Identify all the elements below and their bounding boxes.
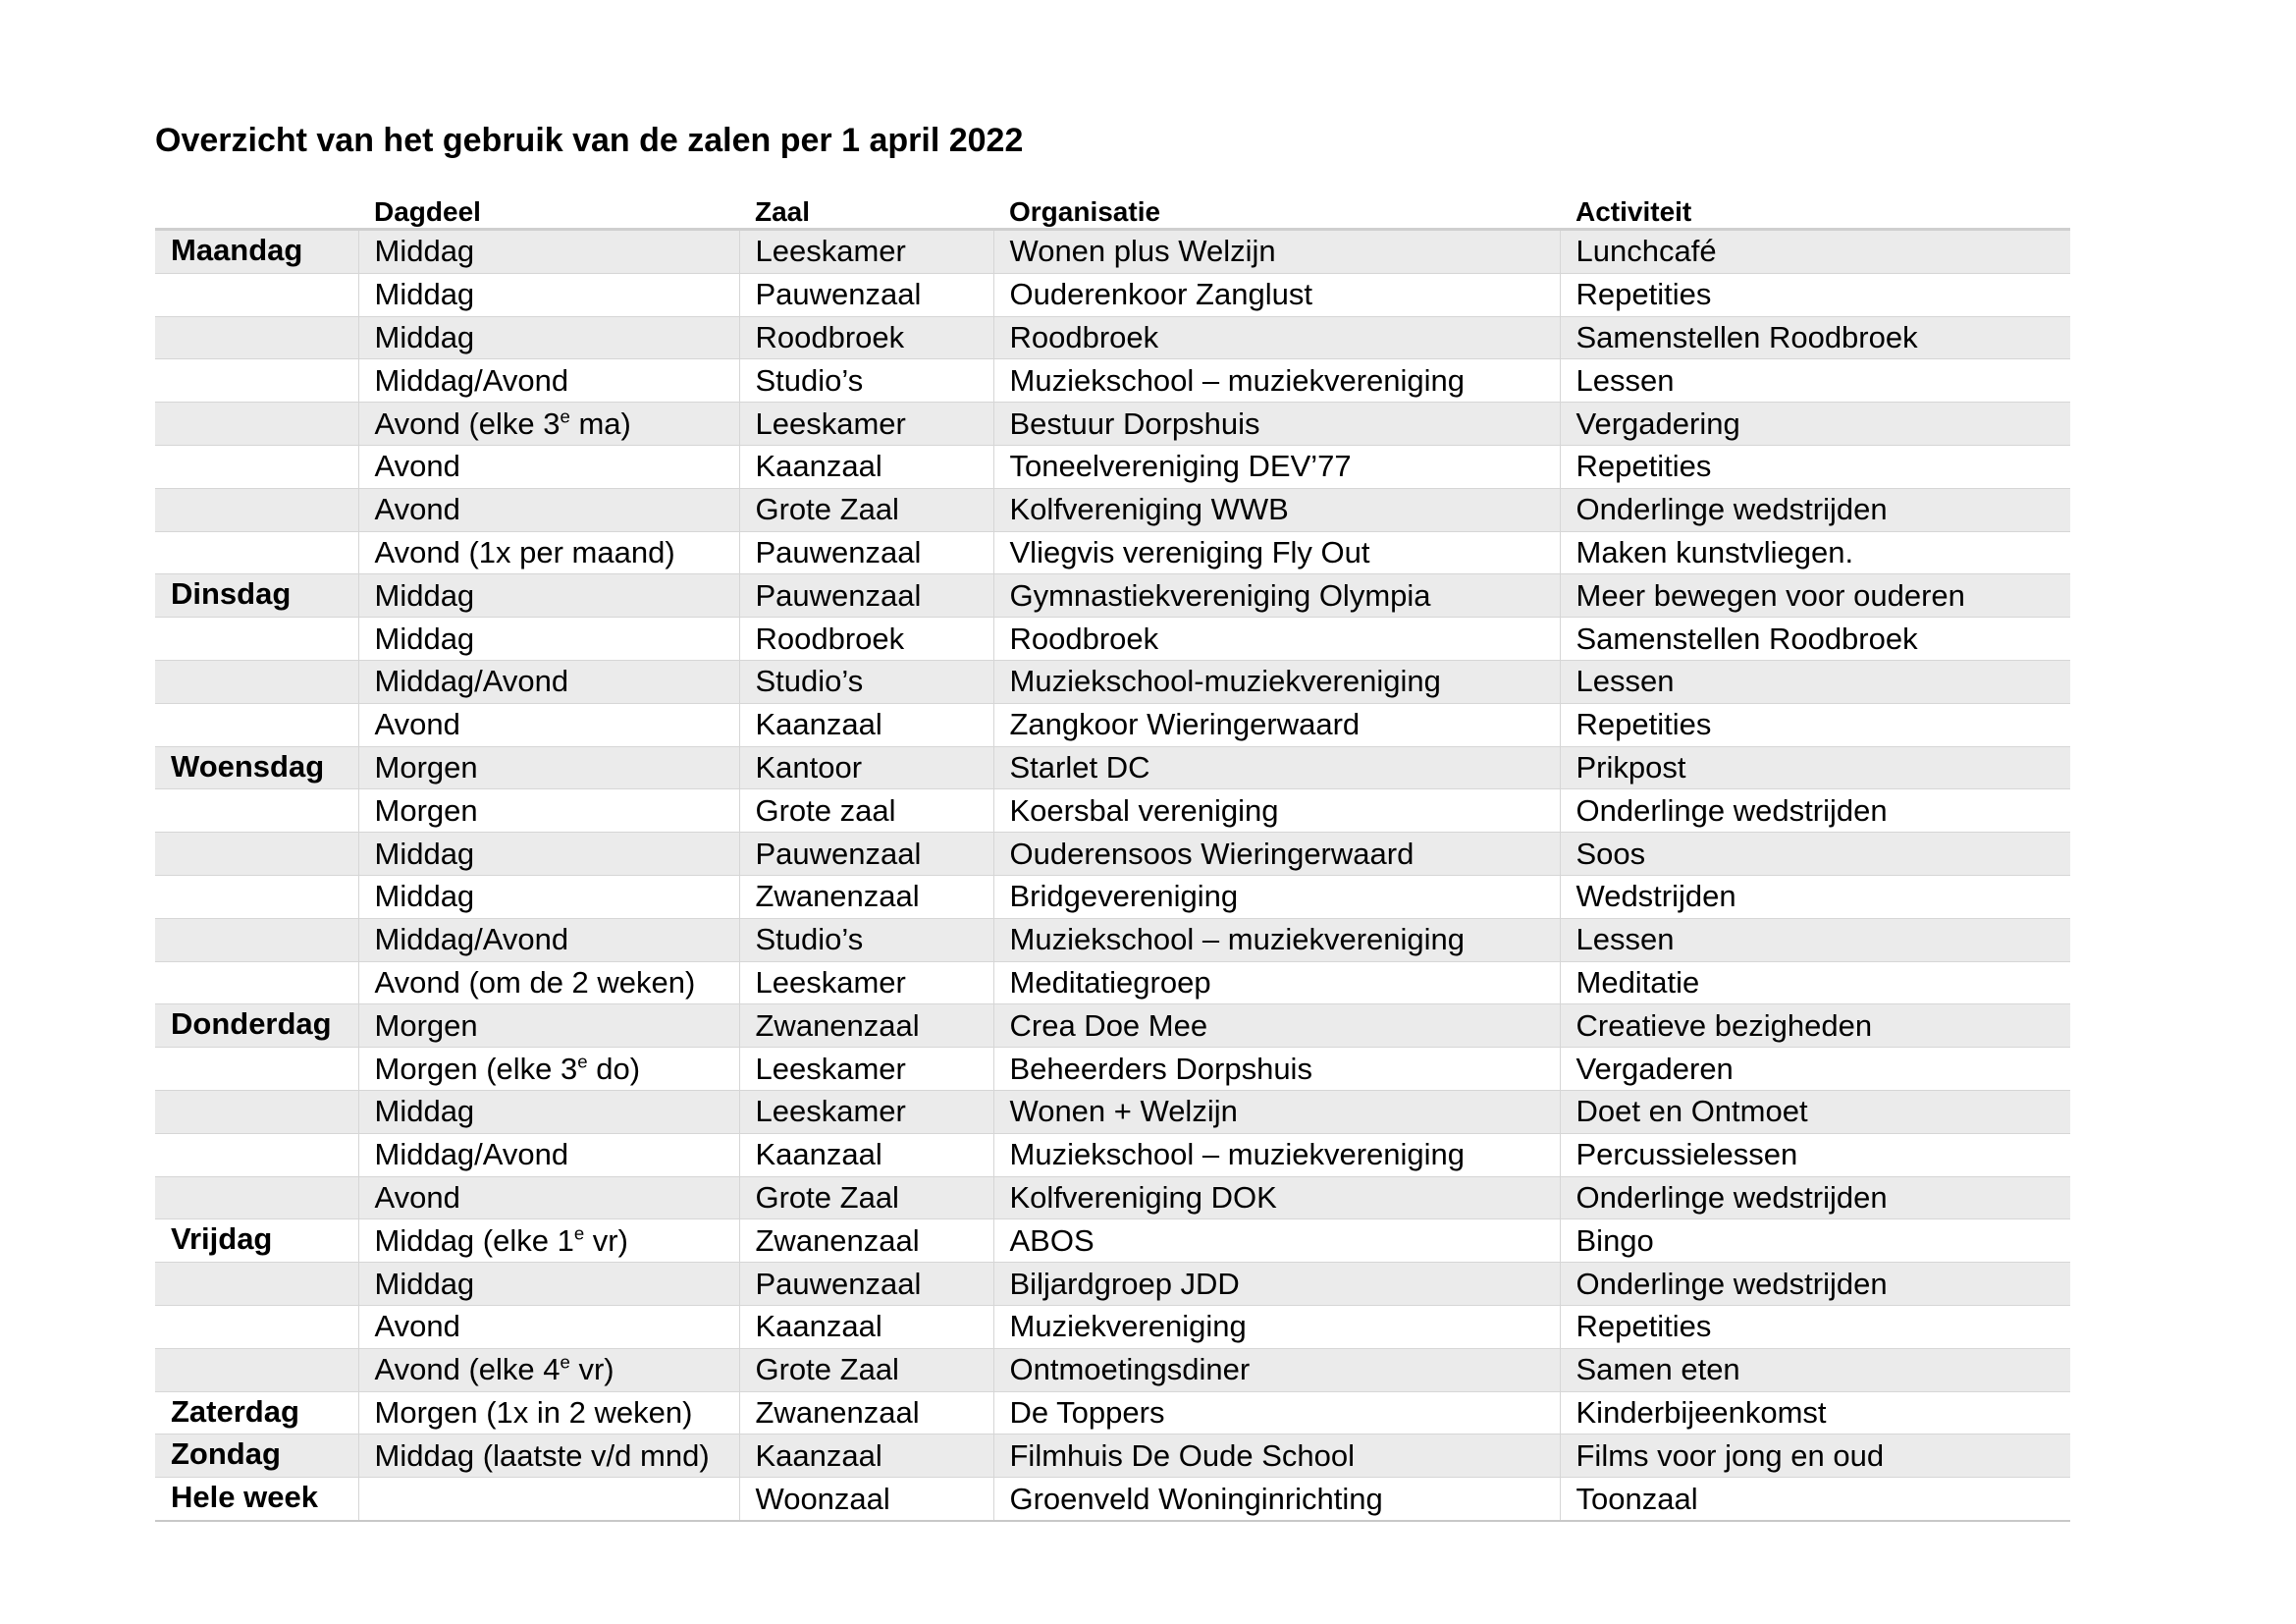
dagdeel-cell: Middag [358, 273, 739, 316]
day-label [155, 1263, 358, 1306]
organisatie-cell: Toneelvereniging DEV’77 [993, 445, 1560, 488]
organisatie-cell: Muziekschool-muziekvereniging [993, 660, 1560, 703]
organisatie-cell: Muziekschool – muziekvereniging [993, 918, 1560, 961]
zaal-cell: Leeskamer [739, 1090, 993, 1133]
dagdeel-cell: Middag/Avond [358, 1133, 739, 1176]
table-row [155, 488, 2070, 531]
dagdeel-text-rest: vr) [584, 1222, 628, 1258]
organisatie-cell: Koersbal vereniging [993, 789, 1560, 833]
day-label [155, 789, 358, 833]
zaal-cell: Pauwenzaal [739, 273, 993, 316]
table-row [155, 574, 2070, 618]
dagdeel-cell: Middag [358, 1090, 739, 1133]
activiteit-cell: Prikpost [1560, 746, 2070, 789]
organisatie-cell: Vliegvis vereniging Fly Out [993, 531, 1560, 574]
zaal-cell: Leeskamer [739, 230, 993, 274]
dagdeel-text: Morgen (elke 3 [374, 1051, 578, 1086]
activiteit-cell: Samenstellen Roodbroek [1560, 618, 2070, 661]
day-label: Vrijdag [155, 1219, 358, 1263]
activiteit-cell: Onderlinge wedstrijden [1560, 789, 2070, 833]
organisatie-cell: Muziekschool – muziekvereniging [993, 1133, 1560, 1176]
day-label [155, 403, 358, 446]
dagdeel-cell [358, 403, 739, 446]
dagdeel-text: Avond (elke 3 [374, 406, 561, 441]
day-label [155, 445, 358, 488]
organisatie-cell: Bestuur Dorpshuis [993, 403, 1560, 446]
table-row [155, 746, 2070, 789]
dagdeel-cell: Avond [358, 1176, 739, 1219]
activiteit-cell: Bingo [1560, 1219, 2070, 1263]
activiteit-cell: Lessen [1560, 660, 2070, 703]
day-label [155, 660, 358, 703]
activiteit-cell: Repetities [1560, 703, 2070, 746]
organisatie-cell: Meditatiegroep [993, 961, 1560, 1004]
table-row [155, 1133, 2070, 1176]
dagdeel-text-rest: do) [587, 1051, 641, 1086]
activiteit-cell: Meer bewegen voor ouderen [1560, 574, 2070, 618]
table-row [155, 789, 2070, 833]
activiteit-cell: Vergadering [1560, 403, 2070, 446]
dagdeel-cell [358, 1478, 739, 1521]
zaal-cell: Pauwenzaal [739, 531, 993, 574]
zaal-cell: Kaanzaal [739, 1133, 993, 1176]
zaal-cell: Zwanenzaal [739, 1391, 993, 1435]
day-label [155, 961, 358, 1004]
zaal-cell: Woonzaal [739, 1478, 993, 1521]
organisatie-cell: De Toppers [993, 1391, 1560, 1435]
dagdeel-cell: Avond [358, 445, 739, 488]
organisatie-cell: Roodbroek [993, 316, 1560, 359]
zaal-cell: Kaanzaal [739, 703, 993, 746]
day-label [155, 1348, 358, 1391]
zaal-cell: Pauwenzaal [739, 1263, 993, 1306]
table-row [155, 1435, 2070, 1478]
activiteit-cell: Onderlinge wedstrijden [1560, 488, 2070, 531]
table-row [155, 403, 2070, 446]
ordinal-suffix: e [577, 1051, 588, 1072]
activiteit-cell: Percussielessen [1560, 1133, 2070, 1176]
table-row [155, 359, 2070, 403]
table-row [155, 445, 2070, 488]
organisatie-cell: Kolfvereniging DOK [993, 1176, 1560, 1219]
activiteit-cell: Samen eten [1560, 1348, 2070, 1391]
dagdeel-cell: Middag [358, 316, 739, 359]
zaal-cell: Grote Zaal [739, 488, 993, 531]
table-row [155, 316, 2070, 359]
organisatie-cell: Starlet DC [993, 746, 1560, 789]
ordinal-suffix: e [560, 1351, 570, 1373]
day-label [155, 531, 358, 574]
organisatie-cell: Roodbroek [993, 618, 1560, 661]
table-row [155, 1305, 2070, 1348]
zaal-cell: Studio’s [739, 359, 993, 403]
table-row [155, 703, 2070, 746]
day-label: Zaterdag [155, 1391, 358, 1435]
activiteit-cell: Wedstrijden [1560, 875, 2070, 918]
table-row [155, 961, 2070, 1004]
ordinal-suffix: e [573, 1222, 585, 1244]
day-label [155, 703, 358, 746]
activiteit-cell: Doet en Ontmoet [1560, 1090, 2070, 1133]
day-label [155, 618, 358, 661]
activiteit-cell: Soos [1560, 833, 2070, 876]
organisatie-cell: ABOS [993, 1219, 1560, 1263]
zaal-cell: Leeskamer [739, 403, 993, 446]
organisatie-cell: Wonen plus Welzijn [993, 230, 1560, 274]
zaal-cell: Pauwenzaal [739, 833, 993, 876]
dagdeel-cell: Morgen (1x in 2 weken) [358, 1391, 739, 1435]
dagdeel-cell: Middag/Avond [358, 918, 739, 961]
dagdeel-cell: Middag/Avond [358, 359, 739, 403]
header-row [155, 187, 2070, 230]
zaal-cell: Grote zaal [739, 789, 993, 833]
organisatie-cell: Wonen + Welzijn [993, 1090, 1560, 1133]
zaal-cell: Kaanzaal [739, 1435, 993, 1478]
page-title: Overzicht van het gebruik van de zalen per 1 april 2022 [155, 122, 1024, 159]
day-label [155, 1133, 358, 1176]
day-label [155, 316, 358, 359]
ordinal-suffix: e [560, 406, 570, 427]
organisatie-cell: Crea Doe Mee [993, 1004, 1560, 1048]
day-label [155, 833, 358, 876]
zaal-cell: Studio’s [739, 918, 993, 961]
table-row [155, 875, 2070, 918]
day-label [155, 1305, 358, 1348]
organisatie-cell: Muziekvereniging [993, 1305, 1560, 1348]
table-row [155, 1176, 2070, 1219]
activiteit-cell: Creatieve bezigheden [1560, 1004, 2070, 1048]
dagdeel-text-rest: ma) [569, 406, 631, 441]
organisatie-cell: Ouderenkoor Zanglust [993, 273, 1560, 316]
activiteit-cell: Onderlinge wedstrijden [1560, 1263, 2070, 1306]
dagdeel-cell [358, 1348, 739, 1391]
organisatie-cell: Filmhuis De Oude School [993, 1435, 1560, 1478]
zaal-cell: Kaanzaal [739, 445, 993, 488]
dagdeel-text: Avond (elke 4 [374, 1352, 561, 1387]
schedule-table [155, 187, 2070, 1522]
dagdeel-cell: Middag [358, 1263, 739, 1306]
dagdeel-cell: Middag (laatste v/d mnd) [358, 1435, 739, 1478]
header-dagdeel: Dagdeel [358, 187, 739, 230]
day-label [155, 1090, 358, 1133]
header-zaal: Zaal [739, 187, 993, 230]
activiteit-cell: Repetities [1560, 445, 2070, 488]
table-row [155, 1478, 2070, 1521]
zaal-cell: Zwanenzaal [739, 875, 993, 918]
header-activiteit: Activiteit [1560, 187, 2070, 230]
dagdeel-cell: Avond [358, 488, 739, 531]
organisatie-cell: Bridgevereniging [993, 875, 1560, 918]
zaal-cell: Roodbroek [739, 618, 993, 661]
organisatie-cell: Ouderensoos Wieringerwaard [993, 833, 1560, 876]
activiteit-cell: Lunchcafé [1560, 230, 2070, 274]
dagdeel-cell: Morgen [358, 789, 739, 833]
day-label: Hele week [155, 1478, 358, 1521]
table-row [155, 1348, 2070, 1391]
zaal-cell: Studio’s [739, 660, 993, 703]
dagdeel-cell: Avond [358, 703, 739, 746]
activiteit-cell: Samenstellen Roodbroek [1560, 316, 2070, 359]
table-row [155, 618, 2070, 661]
table-row [155, 833, 2070, 876]
activiteit-cell: Repetities [1560, 273, 2070, 316]
dagdeel-cell: Morgen [358, 1004, 739, 1048]
dagdeel-cell: Middag [358, 574, 739, 618]
day-label: Woensdag [155, 746, 358, 789]
activiteit-cell: Vergaderen [1560, 1048, 2070, 1091]
activiteit-cell: Onderlinge wedstrijden [1560, 1176, 2070, 1219]
day-label [155, 273, 358, 316]
dagdeel-cell: Middag [358, 230, 739, 274]
table-row [155, 230, 2070, 274]
table-row [155, 660, 2070, 703]
dagdeel-cell: Middag [358, 618, 739, 661]
dagdeel-cell: Avond (om de 2 weken) [358, 961, 739, 1004]
activiteit-cell: Toonzaal [1560, 1478, 2070, 1521]
activiteit-cell: Films voor jong en oud [1560, 1435, 2070, 1478]
dagdeel-cell: Morgen [358, 746, 739, 789]
zaal-cell: Grote Zaal [739, 1176, 993, 1219]
dagdeel-cell: Avond [358, 1305, 739, 1348]
day-label: Zondag [155, 1435, 358, 1478]
dagdeel-text-rest: vr) [569, 1352, 614, 1387]
activiteit-cell: Lessen [1560, 918, 2070, 961]
table-row [155, 1090, 2070, 1133]
dagdeel-cell: Middag [358, 833, 739, 876]
dagdeel-cell: Middag/Avond [358, 660, 739, 703]
dagdeel-text: Middag (elke 1 [374, 1222, 574, 1258]
day-label [155, 918, 358, 961]
day-label [155, 359, 358, 403]
dagdeel-cell [358, 1219, 739, 1263]
day-label: Dinsdag [155, 574, 358, 618]
table-row [155, 531, 2070, 574]
day-label [155, 1048, 358, 1091]
zaal-cell: Kantoor [739, 746, 993, 789]
dagdeel-cell: Middag [358, 875, 739, 918]
organisatie-cell: Muziekschool – muziekvereniging [993, 359, 1560, 403]
day-label [155, 875, 358, 918]
table-row [155, 1391, 2070, 1435]
day-label: Maandag [155, 230, 358, 274]
zaal-cell: Zwanenzaal [739, 1219, 993, 1263]
day-label [155, 1176, 358, 1219]
table-row [155, 918, 2070, 961]
day-label [155, 488, 358, 531]
table-row [155, 1048, 2070, 1091]
zaal-cell: Leeskamer [739, 1048, 993, 1091]
table-row [155, 273, 2070, 316]
header-day [155, 187, 358, 230]
activiteit-cell: Repetities [1560, 1305, 2070, 1348]
organisatie-cell: Groenveld Woninginrichting [993, 1478, 1560, 1521]
zaal-cell: Zwanenzaal [739, 1004, 993, 1048]
activiteit-cell: Meditatie [1560, 961, 2070, 1004]
activiteit-cell: Kinderbijeenkomst [1560, 1391, 2070, 1435]
zaal-cell: Roodbroek [739, 316, 993, 359]
zaal-cell: Grote Zaal [739, 1348, 993, 1391]
activiteit-cell: Maken kunstvliegen. [1560, 531, 2070, 574]
zaal-cell: Kaanzaal [739, 1305, 993, 1348]
activiteit-cell: Lessen [1560, 359, 2070, 403]
organisatie-cell: Biljardgroep JDD [993, 1263, 1560, 1306]
organisatie-cell: Gymnastiekvereniging Olympia [993, 574, 1560, 618]
zaal-cell: Leeskamer [739, 961, 993, 1004]
dagdeel-cell [358, 1048, 739, 1091]
organisatie-cell: Zangkoor Wieringerwaard [993, 703, 1560, 746]
table-row [155, 1004, 2070, 1048]
organisatie-cell: Ontmoetingsdiner [993, 1348, 1560, 1391]
dagdeel-cell: Avond (1x per maand) [358, 531, 739, 574]
table-row [155, 1219, 2070, 1263]
organisatie-cell: Beheerders Dorpshuis [993, 1048, 1560, 1091]
zaal-cell: Pauwenzaal [739, 574, 993, 618]
table-row [155, 1263, 2070, 1306]
day-label: Donderdag [155, 1004, 358, 1048]
header-organisatie: Organisatie [993, 187, 1560, 230]
organisatie-cell: Kolfvereniging WWB [993, 488, 1560, 531]
